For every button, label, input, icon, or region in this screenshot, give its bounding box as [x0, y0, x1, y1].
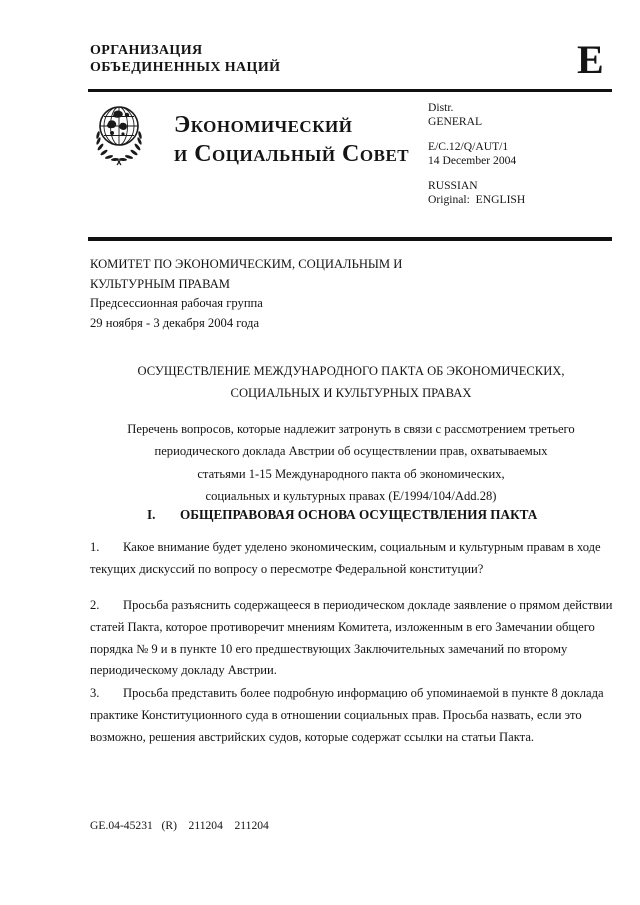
distr-label: Distr.: [428, 101, 454, 114]
document-subtitle-line1: Перечень вопросов, которые надлежит затронуть в связи с рассмотрением третьего: [127, 422, 575, 436]
paragraph-1: [90, 537, 614, 581]
council-name: [174, 111, 409, 169]
document-subtitle-line2: периодического доклада Австрии об осуществлении прав, охватываемых: [154, 444, 548, 459]
committee-name-line1: КОМИТЕТ ПО ЭКОНОМИЧЕСКИМ, СОЦИАЛЬНЫМ И: [90, 257, 403, 271]
paragraph-2: [90, 595, 614, 682]
paragraph-1-number: 1.: [90, 540, 100, 554]
section-title: ОБЩЕПРАВОВАЯ ОСНОВА ОСУЩЕСТВЛЕНИЯ ПАКТА: [180, 507, 538, 522]
section-heading: [147, 507, 537, 523]
un-emblem-icon: [90, 101, 148, 167]
document-subtitle-line3: статьями 1-15 Международного пакта об экономических,: [197, 466, 505, 481]
document-meta: [428, 101, 525, 218]
symbol-group: [428, 140, 525, 167]
language-group: [428, 179, 525, 206]
council-name-line1: Экономический: [174, 112, 353, 138]
paragraph-3-number: 3.: [90, 686, 100, 700]
paragraph-2-text: Просьба разъяснить содержащееся в периодическом докладе заявление о прямом действии статей Пакта, которое противоречит мнениям Комитета, изложенным в его Замечании общего порядка № 9 и в пункте 10 его предшествующих Заключительных замечаний по второму периодическому докладу Австрии.: [90, 598, 613, 678]
header-divider-rule: [88, 89, 612, 92]
org-name-line1: ОРГАНИЗАЦИЯ: [90, 43, 203, 58]
session-dates-line: 29 ноября - 3 декабря 2004 года: [90, 315, 260, 330]
distr-group: [428, 101, 525, 128]
paragraph-1-text: Какое внимание будет уделено экономическим, социальным и культурным правам в ходе текущих дискуссий по вопросу о пересмотре Федеральной конституции?: [90, 540, 601, 576]
committee-block: [90, 255, 402, 333]
paragraph-2-number: 2.: [90, 598, 100, 612]
document-title: [90, 360, 612, 404]
document-subtitle: [90, 418, 612, 508]
distr-value: GENERAL: [428, 114, 483, 128]
doc-language: RUSSIAN: [428, 179, 478, 192]
section-divider-rule: [88, 237, 612, 241]
committee-name-line2: КУЛЬТУРНЫМ ПРАВАМ: [90, 276, 230, 291]
section-number: I.: [147, 507, 156, 522]
paragraph-3-text: Просьба представить более подробную информацию об упоминаемой в пункте 8 доклада практике Конституционного суда в отношении социальных прав. Просьба назвать, если это возможно, решения австрийских судов, которые содержат ссылки на статьи Пакта.: [90, 686, 604, 744]
document-series-letter: E: [577, 37, 604, 82]
document-subtitle-line4: социальных и культурных правах (E/1994/104/Add.28): [205, 489, 497, 504]
footer-reference: GE.04-45231 (R) 211204 211204: [90, 819, 269, 832]
document-title-line2: СОЦИАЛЬНЫХ И КУЛЬТУРНЫХ ПРАВАХ: [230, 386, 472, 400]
doc-original-language: Original: ENGLISH: [428, 192, 526, 206]
paragraph-3: [90, 683, 614, 748]
document-title-line1: ОСУЩЕСТВЛЕНИЕ МЕЖДУНАРОДНОГО ПАКТА ОБ ЭКОНОМИЧЕСКИХ,: [137, 364, 565, 378]
org-name-line2: ОБЪЕДИНЕННЫХ НАЦИЙ: [90, 60, 281, 75]
working-group-line: Предсессионная рабочая группа: [90, 296, 263, 311]
council-name-line2: и Социальный Совет: [174, 141, 410, 167]
un-org-name: [90, 42, 280, 76]
doc-symbol: E/C.12/Q/AUT/1: [428, 140, 509, 153]
doc-date: 14 December 2004: [428, 153, 517, 167]
